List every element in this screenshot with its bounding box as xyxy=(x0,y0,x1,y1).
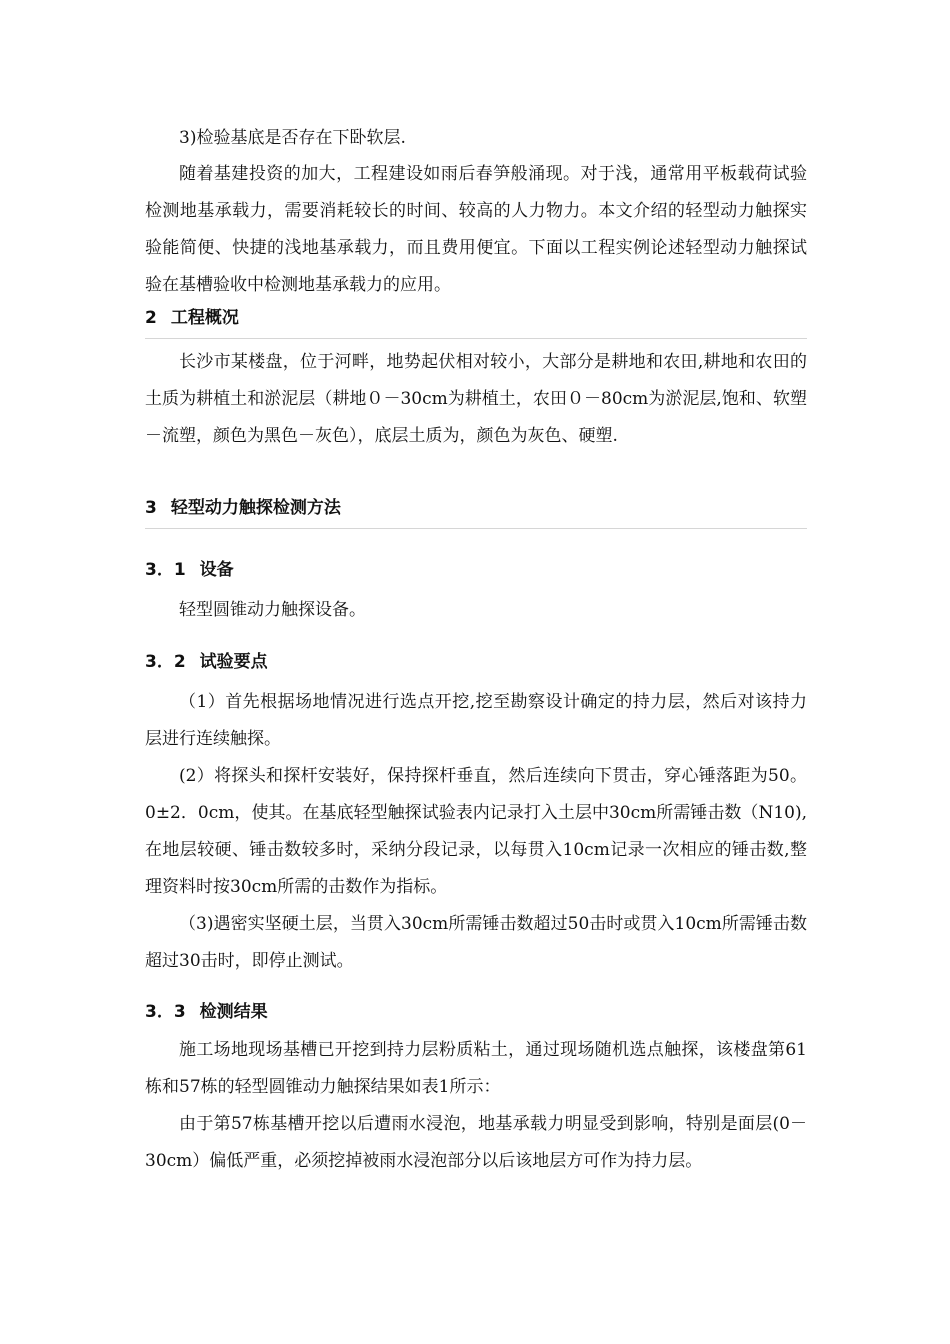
paragraph-introduction: 随着基建投资的加大，工程建设如雨后春笋般涌现。对于浅，通常用平板载荷试验检测地基承载力，需要消耗较长的时间、较高的人力物力。本文介绍的轻型动力触探实验能简便、快捷的浅地基承载力，而且费用便宜。下面以工程实例论述轻型动力触探试验在基槽验收中检测地基承载力的应用。 xyxy=(145,164,807,295)
section-divider xyxy=(145,338,807,339)
section-title: 工程概况 xyxy=(170,308,239,328)
section-number: 3 xyxy=(145,498,157,518)
section-heading-3-3 xyxy=(145,1000,807,1024)
section-title: 设备 xyxy=(199,560,234,580)
paragraph-results-analysis: 由于第57栋基槽开挖以后遭雨水浸泡，地基承载力明显受到影响，特别是面层(0－30cm）偏低严重，必须挖掉被雨水浸泡部分以后该地层方可作为持力层。 xyxy=(145,1114,807,1171)
section-heading-3 xyxy=(145,496,807,520)
paragraph-results-intro: 施工场地现场基槽已开挖到持力层粉质粘土，通过现场随机选点触探，该楼盘第61栋和57栋的轻型圆锥动力触探结果如表1所示： xyxy=(145,1040,807,1097)
section-number: 3．1 xyxy=(145,560,186,580)
section-title: 轻型动力触探检测方法 xyxy=(170,498,341,518)
section-title: 试验要点 xyxy=(199,652,268,672)
paragraph-project-overview: 长沙市某楼盘，位于河畔，地势起伏相对较小，大部分是耕地和农田,耕地和农田的土质为耕植土和淤泥层（耕地０－30cm为耕植土，农田０－80cm为淤泥层,饱和、软塑－流塑，颜色为黑色－灰色），底层土质为，颜色为灰色、硬塑. xyxy=(145,352,807,446)
section-heading-3-2 xyxy=(145,650,807,674)
section-number: 3．2 xyxy=(145,652,186,672)
section-divider xyxy=(145,528,807,529)
paragraph-check-soft-layer: 3)检验基底是否存在下卧软层. xyxy=(179,128,406,148)
section-number: 3．3 xyxy=(145,1002,186,1022)
section-heading-2 xyxy=(145,306,807,330)
section-number: 2 xyxy=(145,308,157,328)
paragraph-test-step-3: （3)遇密实坚硬土层，当贯入30cm所需锤击数超过50击时或贯入10cm所需锤击数超过30击时，即停止测试。 xyxy=(145,914,807,971)
section-title: 检测结果 xyxy=(199,1002,268,1022)
paragraph-test-step-2: (2）将探头和探杆安装好，保持探杆垂直，然后连续向下贯击，穿心锤落距为50。0±2．0cm，使其。在基底轻型触探试验表内记录打入土层中30cm所需锤击数（N10),在地层较硬、锤击数较多时，采纳分段记录，以每贯入10cm记录一次相应的锤击数,整理资料时按30cm所需的击数作为指标。 xyxy=(145,766,807,897)
paragraph-equipment: 轻型圆锥动力触探设备。 xyxy=(179,600,366,620)
section-heading-3-1 xyxy=(145,558,807,582)
paragraph-test-step-1: （1）首先根据场地情况进行选点开挖,挖至勘察设计确定的持力层，然后对该持力层进行连续触探。 xyxy=(145,692,807,749)
